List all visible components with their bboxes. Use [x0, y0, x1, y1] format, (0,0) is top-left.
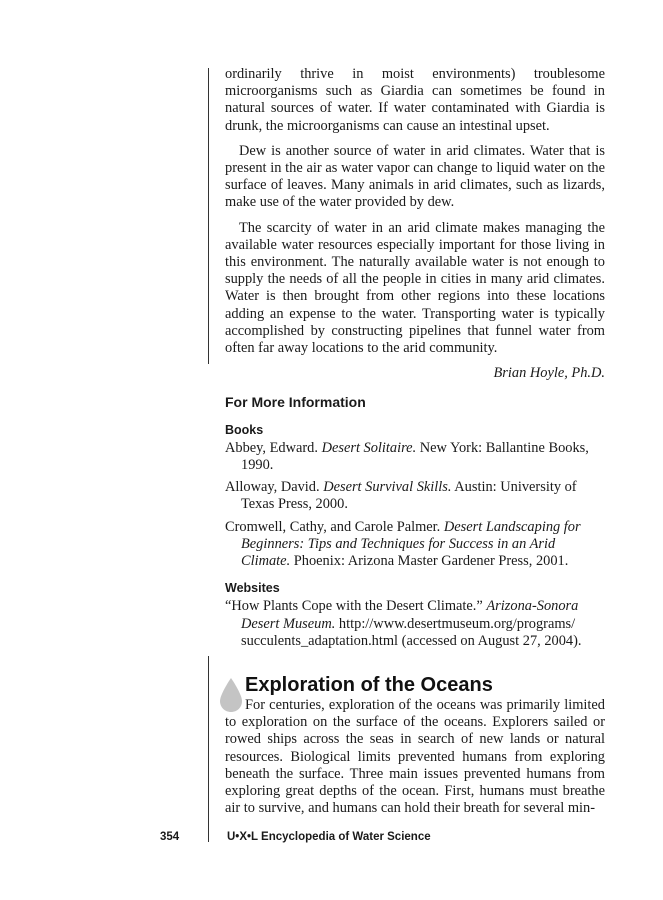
bib-title: Desert Landscaping for Beginners: Tips and Techniques for Success in an Arid Climate. [241, 518, 581, 570]
body-paragraph-1: ordinarily thrive in moist environments) troublesome microorganisms such as Giardia can sometimes be found in natural sources of water. If water contaminated with Giardia is drunk, the microorganisms can cause an intestinal upset. [225, 66, 605, 134]
more-info-heading: For More Information [225, 394, 366, 411]
bib-author: Alloway, David. [225, 479, 324, 496]
body-paragraph-3: The scarcity of water in an arid climate makes managing the available water resources especially important for those living in this environment. The naturally available water is not enough to supply the needs of all the people in cities in many arid climates. Water is then brought from other regions into these locations adding an expense to the water. Transporting water is typically accomplished by constructing pipelines that funnel water from often far away locations to the arid community. [225, 219, 605, 357]
margin-rule-top [208, 68, 209, 364]
bib-entry [225, 440, 605, 474]
website-name: Arizona-Sonora Desert Museum. [241, 598, 579, 632]
website-url: http://www.desertmuseum.org/programs/ succulents_adaptation.html (accessed on August 27, 2004). [241, 615, 582, 649]
author-signature: Brian Hoyle, Ph.D. [493, 365, 605, 382]
water-drop-icon [218, 677, 244, 713]
bib-publisher: Austin: University of Texas Press, 2000. [241, 479, 577, 513]
running-footer-title: U•X•L Encyclopedia of Water Science [227, 831, 431, 843]
page-number: 354 [160, 831, 180, 843]
section-paragraph-1: For centuries, exploration of the oceans was primarily limited to exploration on the surface of the oceans. Explorers sailed or rowed ships across the seas in search of new lands or natural resources. Biological limits prevented humans from exploring beneath the surface. Three main issues prevented humans from exploring great depths of the ocean. First, humans must breathe air to survive, and humans can hold their breath for several min- [225, 697, 605, 817]
website-entry [225, 598, 605, 650]
bib-title: Desert Solitaire. [321, 439, 417, 456]
section-title: Exploration of the Oceans [245, 674, 493, 696]
margin-rule-bottom [208, 656, 209, 842]
bib-entry [225, 519, 605, 571]
bib-author: Cromwell, Cathy, and Carole Palmer. [225, 518, 444, 535]
bib-title: Desert Survival Skills. [323, 479, 452, 496]
body-paragraph-2: Dew is another source of water in arid climates. Water that is present in the air as water vapor can change to liquid water on the surface of leaves. Many animals in arid climates, such as lizards, make use of the water provided by dew. [225, 142, 605, 211]
bib-publisher: Phoenix: Arizona Master Gardener Press, 2001. [290, 553, 569, 570]
main-text-column [225, 66, 605, 655]
bib-author: Abbey, Edward. [225, 439, 322, 456]
books-heading: Books [225, 422, 264, 437]
bib-publisher: New York: Ballantine Books, 1990. [241, 439, 589, 474]
ocean-exploration-section [225, 674, 605, 817]
website-article: “How Plants Cope with the Desert Climate.” [225, 598, 487, 615]
websites-heading: Websites [225, 581, 280, 596]
bib-entry [225, 479, 605, 513]
